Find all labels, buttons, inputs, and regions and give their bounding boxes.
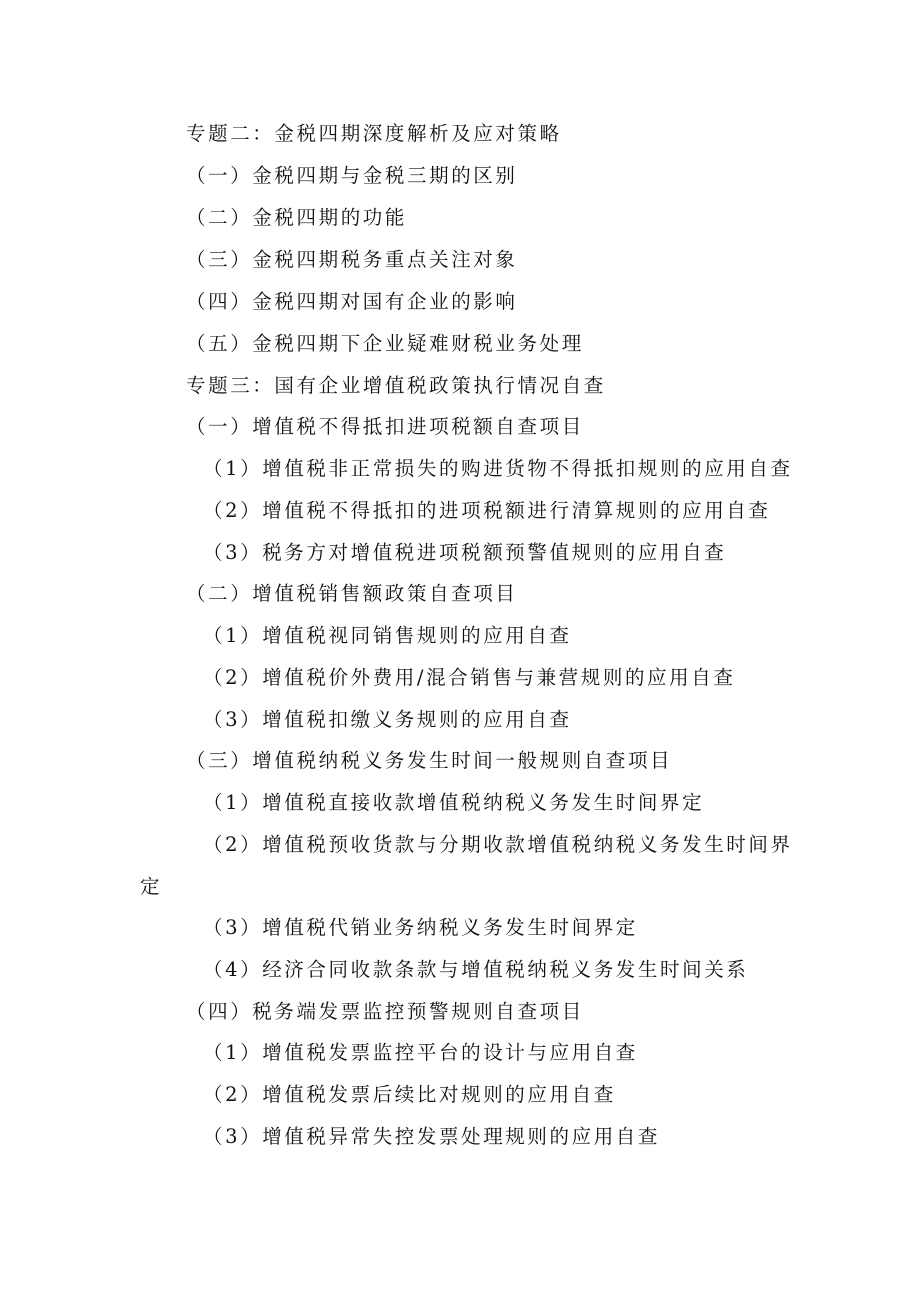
section-heading: （二）增值税销售额政策自查项目 — [186, 582, 518, 605]
section-heading: （四）税务端发票监控预警规则自查项目 — [186, 1000, 584, 1023]
list-item: （2）增值税不得抵扣的进项税额进行清算规则的应用自查 — [203, 499, 771, 522]
list-item: （1）增值税直接收款增值税纳税义务发生时间界定 — [203, 791, 705, 814]
list-item: （二）金税四期的功能 — [186, 206, 408, 229]
section-heading: （一）增值税不得抵扣进项税额自查项目 — [186, 415, 584, 438]
list-item: （3）增值税扣缴义务规则的应用自查 — [203, 708, 572, 731]
list-item: （3）增值税代销业务纳税义务发生时间界定 — [203, 916, 638, 939]
section-heading: （三）增值税纳税义务发生时间一般规则自查项目 — [186, 749, 673, 772]
list-item: （3）税务方对增值税进项税额预警值规则的应用自查 — [203, 541, 727, 564]
list-item: （2）增值税预收货款与分期收款增值税纳税义务发生时间界 — [203, 833, 793, 856]
list-item: （三）金税四期税务重点关注对象 — [186, 248, 518, 271]
list-item: （2）增值税价外费用/混合销售与兼营规则的应用自查 — [203, 666, 736, 689]
list-item: （2）增值税发票后续比对规则的应用自查 — [203, 1083, 616, 1106]
heading-topic-2: 专题二：金税四期深度解析及应对策略 — [186, 122, 562, 145]
list-item: （1）增值税非正常损失的购进货物不得抵扣规则的应用自查 — [203, 457, 793, 480]
list-item: （1）增值税视同销售规则的应用自查 — [203, 624, 572, 647]
list-item: （3）增值税异常失控发票处理规则的应用自查 — [203, 1125, 661, 1148]
list-item: （四）金税四期对国有企业的影响 — [186, 290, 518, 313]
list-item-continuation: 定 — [140, 875, 163, 898]
list-item: （4）经济合同收款条款与增值税纳税义务发生时间关系 — [203, 958, 749, 981]
heading-topic-3: 专题三：国有企业增值税政策执行情况自查 — [186, 374, 606, 397]
list-item: （五）金税四期下企业疑难财税业务处理 — [186, 332, 584, 355]
list-item: （1）增值税发票监控平台的设计与应用自查 — [203, 1041, 638, 1064]
list-item: （一）金税四期与金税三期的区别 — [186, 164, 518, 187]
